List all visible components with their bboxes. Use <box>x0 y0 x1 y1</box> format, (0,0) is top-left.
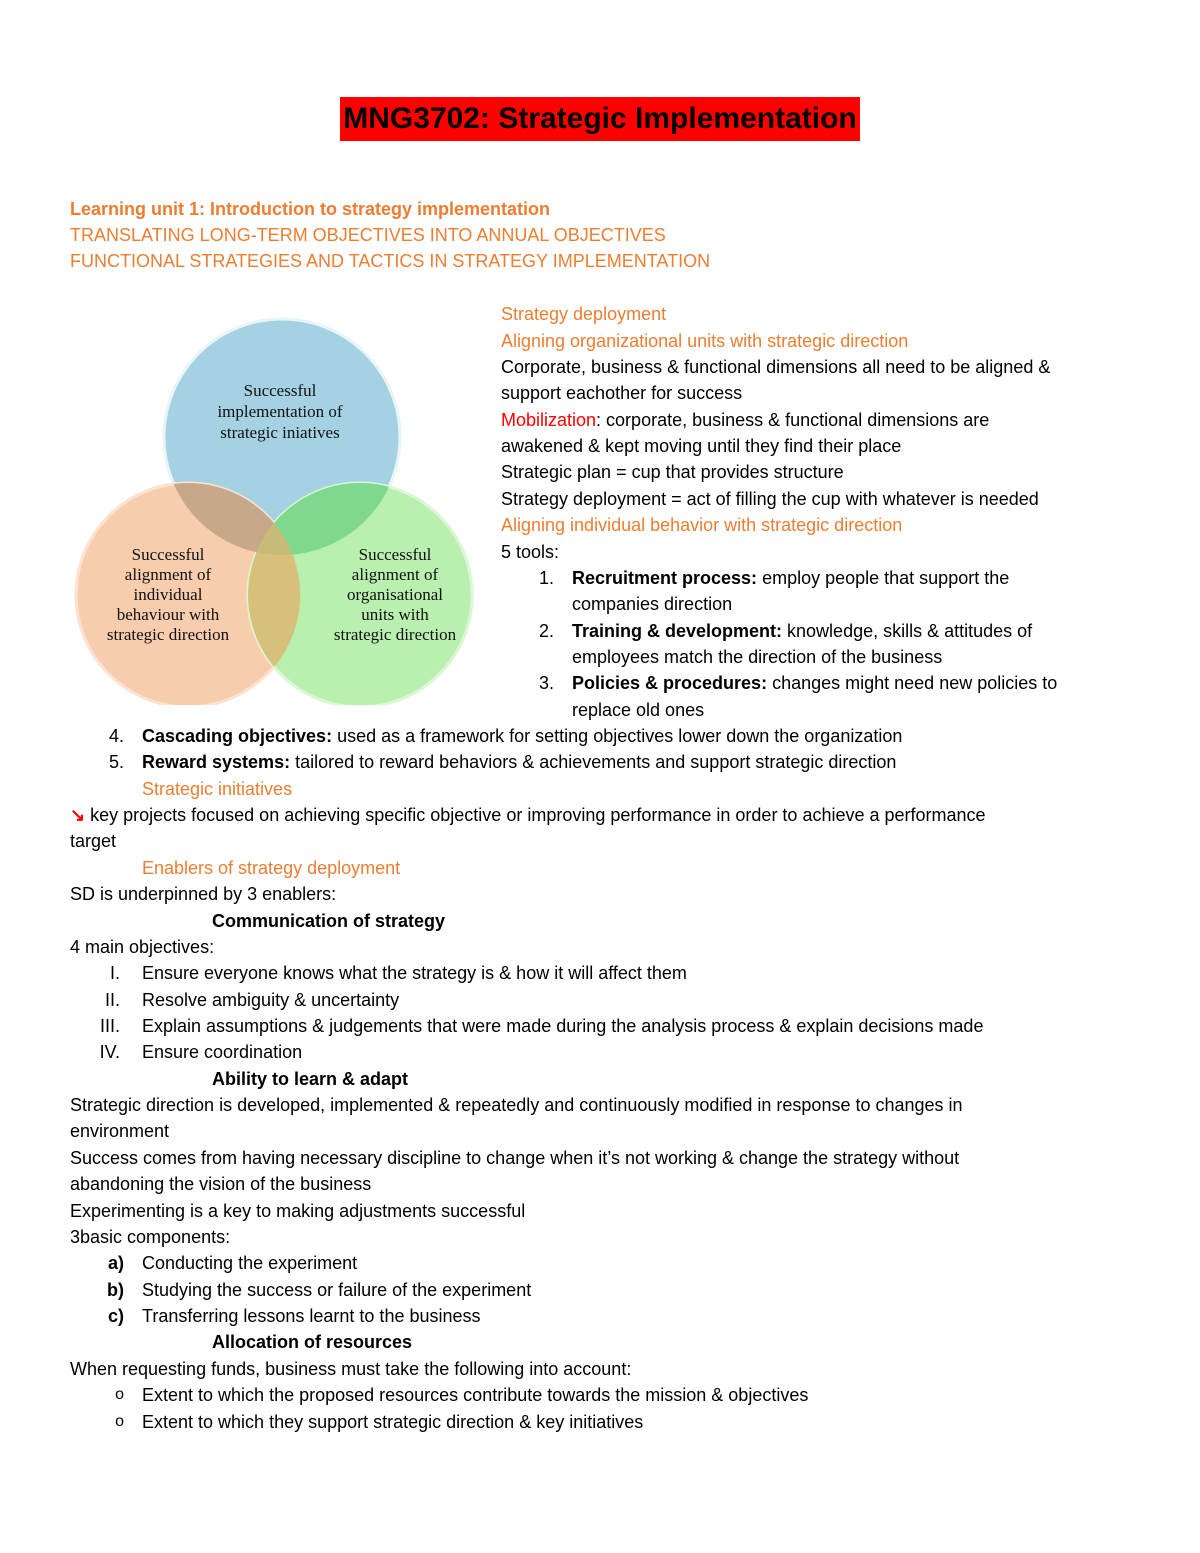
tool-2-number: 2. <box>538 621 554 641</box>
venn-left-line-2: alignment of <box>124 565 212 584</box>
objective-1-text: Ensure everyone knows what the strategy is & how it will affect them <box>142 963 687 983</box>
mobilization-text: : corporate, business & functional dimensions are <box>596 410 990 430</box>
tool-3-continuation: replace old ones <box>572 700 705 720</box>
communication-heading: Communication of strategy <box>212 911 446 931</box>
tool-1 <box>572 566 1009 590</box>
tool-2-label: Training & development: <box>572 621 783 641</box>
tool-1-label: Recruitment process: <box>572 568 758 588</box>
tool-2-text: knowledge, skills & attitudes of <box>782 621 1033 641</box>
component-c-marker: c) <box>107 1306 124 1326</box>
resource-bullet-2: o <box>115 1413 124 1430</box>
tool-1-continuation: companies direction <box>572 594 733 614</box>
initiatives-line-2: target <box>70 831 117 851</box>
org-alignment-text-2: support eachother for success <box>501 383 743 403</box>
venn-left-line-5: strategic direction <box>106 625 230 644</box>
tool-3-label: Policies & procedures: <box>572 673 768 693</box>
learn-paragraph-2a: Success comes from having necessary discipline to change when it’s not working & change the strategy without <box>70 1148 960 1168</box>
resource-bullet-1: o <box>115 1386 124 1403</box>
subheading-1: TRANSLATING LONG-TERM OBJECTIVES INTO ANNUAL OBJECTIVES <box>70 225 666 245</box>
tool-4-text: used as a framework for setting objectives lower down the organization <box>332 726 903 746</box>
learn-heading: Ability to learn & adapt <box>212 1069 409 1089</box>
resource-item-2: Extent to which they support strategic direction & key initiatives <box>142 1412 644 1432</box>
venn-right-line-1: Successful <box>358 545 432 564</box>
title-container <box>0 97 1200 141</box>
component-b-marker: b) <box>107 1280 124 1300</box>
org-alignment-text-1: Corporate, business & functional dimensions all need to be aligned & <box>501 357 1051 377</box>
subheading-2: FUNCTIONAL STRATEGIES AND TACTICS IN STRATEGY IMPLEMENTATION <box>70 251 711 271</box>
enablers-intro: SD is underpinned by 3 enablers: <box>70 884 337 904</box>
venn-left-line-1: Successful <box>131 545 205 564</box>
learn-paragraph-1a: Strategic direction is developed, implemented & repeatedly and continuously modified in response to changes in <box>70 1095 963 1115</box>
learn-paragraph-2b: abandoning the vision of the business <box>70 1174 372 1194</box>
tool-3 <box>572 671 1057 695</box>
venn-right-line-2: alignment of <box>351 565 439 584</box>
tool-1-number: 1. <box>538 568 554 588</box>
strategy-deployment-text: Strategy deployment = act of filling the cup with whatever is needed <box>501 489 1039 509</box>
resources-heading: Allocation of resources <box>212 1332 413 1352</box>
venn-left-line-3: individual <box>133 585 203 604</box>
tools-label: 5 tools: <box>501 542 560 562</box>
communication-intro: 4 main objectives: <box>70 937 215 957</box>
component-c-text: Transferring lessons learnt to the business <box>142 1306 481 1326</box>
component-a-text: Conducting the experiment <box>142 1253 358 1273</box>
mobilization-text-2: awakened & kept moving until they find their place <box>501 436 902 456</box>
individual-alignment-heading: Aligning individual behavior with strategic direction <box>501 515 903 535</box>
tool-4-number: 4. <box>108 726 124 746</box>
enablers-heading: Enablers of strategy deployment <box>142 858 401 878</box>
components-intro: 3basic components: <box>70 1227 231 1247</box>
tool-2-continuation: employees match the direction of the business <box>572 647 943 667</box>
tool-5-number: 5. <box>108 752 124 772</box>
mobilization-label: Mobilization <box>501 410 597 430</box>
component-a-marker: a) <box>107 1253 124 1273</box>
venn-top-line-3: strategic iniatives <box>220 423 340 442</box>
learn-paragraph-1b: environment <box>70 1121 170 1141</box>
venn-top-line-2: implementation of <box>217 402 343 421</box>
strategic-plan-text: Strategic plan = cup that provides structure <box>501 462 844 482</box>
mobilization-line <box>501 408 989 432</box>
initiatives-line-1 <box>70 803 986 827</box>
initiatives-heading: Strategic initiatives <box>142 779 293 799</box>
tool-5 <box>142 750 896 774</box>
objective-3-number: III. <box>99 1016 120 1036</box>
venn-right-line-5: strategic direction <box>333 625 457 644</box>
arrow-down-right-icon: ↘ <box>70 805 86 825</box>
tool-1-text: employ people that support the <box>757 568 1010 588</box>
objective-3-text: Explain assumptions & judgements that were made during the analysis process & explain decisions made <box>142 1016 984 1036</box>
deployment-heading: Strategy deployment <box>501 304 667 324</box>
tool-5-label: Reward systems: <box>142 752 291 772</box>
tool-4 <box>142 724 902 748</box>
venn-top-line-1: Successful <box>243 381 317 400</box>
tool-3-text: changes might need new policies to <box>767 673 1058 693</box>
resource-item-1: Extent to which the proposed resources contribute towards the mission & objectives <box>142 1385 809 1405</box>
tool-3-number: 3. <box>538 673 554 693</box>
objective-4-text: Ensure coordination <box>142 1042 303 1062</box>
initiatives-text: key projects focused on achieving specific objective or improving performance in order to achieve a performance <box>85 805 986 825</box>
venn-right-line-4: units with <box>361 605 429 624</box>
objective-2-text: Resolve ambiguity & uncertainty <box>142 990 400 1010</box>
component-b-text: Studying the success or failure of the experiment <box>142 1280 532 1300</box>
unit-heading: Learning unit 1: Introduction to strategy implementation <box>70 199 551 219</box>
document-title: MNG3702: Strategic Implementation <box>340 97 859 141</box>
tool-2 <box>572 619 1032 643</box>
tool-5-text: tailored to reward behaviors & achievements and support strategic direction <box>290 752 897 772</box>
venn-diagram <box>70 305 500 705</box>
tool-4-label: Cascading objectives: <box>142 726 333 746</box>
objective-4-number: IV. <box>99 1042 120 1062</box>
resources-intro: When requesting funds, business must take the following into account: <box>70 1359 632 1379</box>
venn-left-line-4: behaviour with <box>116 605 220 624</box>
objective-2-number: II. <box>104 990 120 1010</box>
objective-1-number: I. <box>109 963 120 983</box>
venn-right-line-3: organisational <box>347 585 443 604</box>
learn-paragraph-3: Experimenting is a key to making adjustments successful <box>70 1201 526 1221</box>
org-alignment-heading: Aligning organizational units with strategic direction <box>501 331 909 351</box>
